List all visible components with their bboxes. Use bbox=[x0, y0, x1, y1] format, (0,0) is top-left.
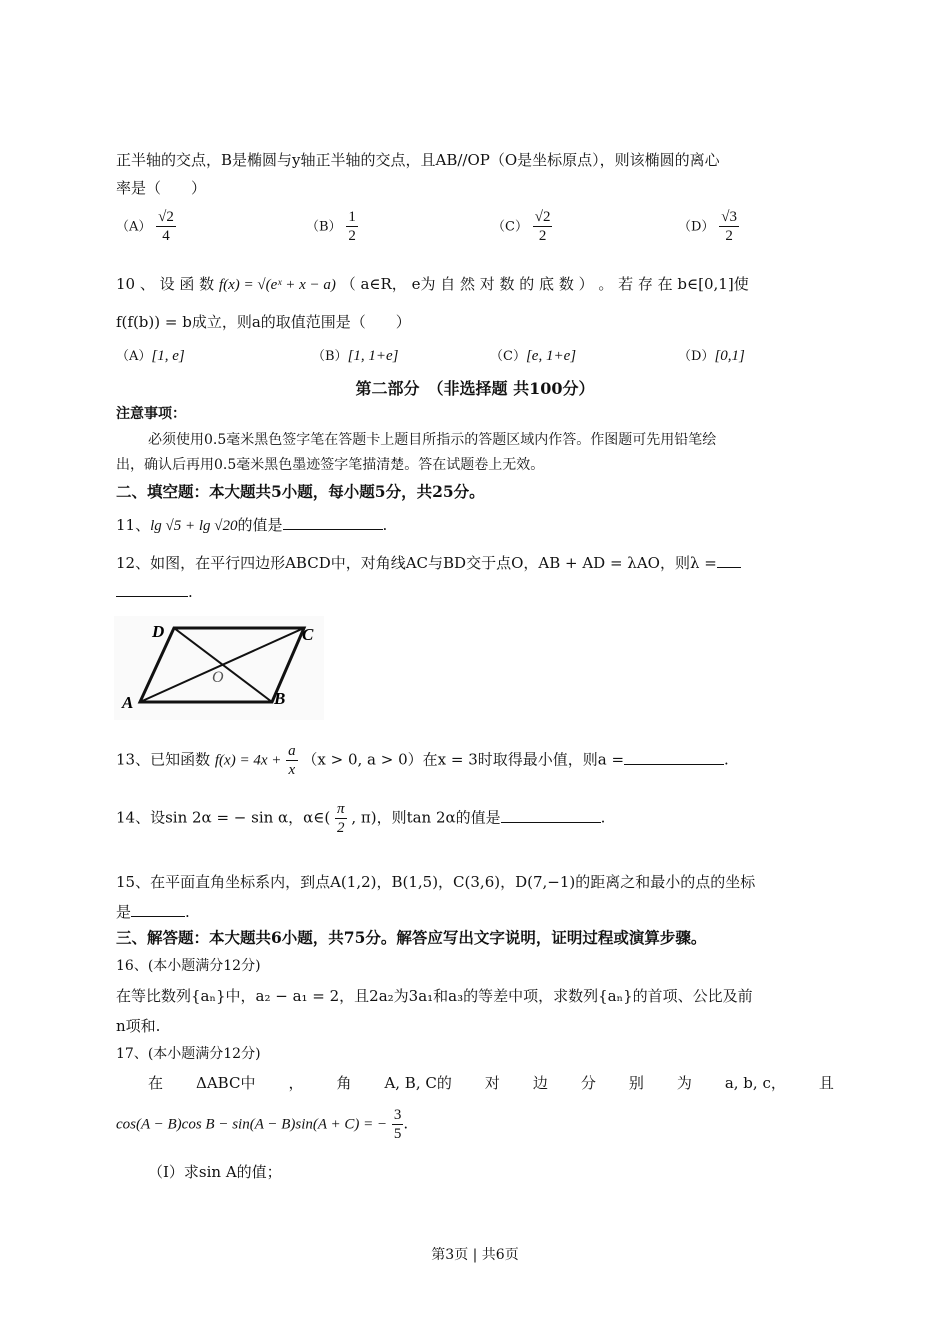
notice-line2: 出，确认后再用0.5毫米黑色墨迹签字笔描清楚。答在试题卷上无效。 bbox=[116, 457, 545, 473]
point-label-o: O bbox=[212, 669, 224, 686]
notice-line1: 必须使用0.5毫米黑色签字笔在答题卡上题目所指示的答题区域内作答。作图题可先用铅笔绘 bbox=[148, 432, 717, 448]
q12-answer-blank-b[interactable] bbox=[116, 596, 188, 597]
notice-title: 注意事项： bbox=[116, 406, 186, 422]
q9-line2: 率是（ ） bbox=[116, 179, 207, 197]
q17-equation: cos(A − B)cos B − sin(A − B)sin(A + C) = − $\frac{3}{5}$ . bbox=[116, 1107, 409, 1142]
part2-title: 第二部分 （非选择题 共100分） bbox=[355, 379, 595, 398]
q15-line1: 15、在平面直角坐标系内，到点A(1,2)，B(1,5)，C(3,6)，D(7,−1)的距离之和最小的点的坐标 bbox=[116, 873, 756, 891]
q10-option-b: （B）[1, 1+e] bbox=[312, 348, 399, 364]
q15-answer-blank[interactable] bbox=[131, 916, 185, 917]
q16-title: 16、(本小题满分12分) bbox=[116, 958, 261, 974]
q10-option-d: （D）[0,1] bbox=[678, 348, 745, 364]
point-label-d: D bbox=[152, 622, 165, 641]
q9-line1: 正半轴的交点，B是椭圆与y轴正半轴的交点，且AB//OP（O是坐标原点），则该椭圆的离心 bbox=[116, 151, 720, 169]
q12-answer-blank-a[interactable] bbox=[717, 567, 741, 568]
q13: 13、已知函数 f(x) = 4x + $\frac{a}{x}$ （x > 0, a > 0）在x = 3时取得最小值，则a = . bbox=[116, 743, 729, 778]
q13-answer-blank[interactable] bbox=[624, 764, 724, 765]
q9-option-b: （B） $\frac{1}{2}$ bbox=[306, 209, 356, 244]
q12-line2: . bbox=[116, 582, 193, 602]
q10-line2: f(f(b)) = b成立，则a的取值范围是（ ） bbox=[116, 313, 411, 331]
q9-option-d: （D） $\frac{√3}{2}$ bbox=[678, 209, 737, 244]
point-label-a: A bbox=[122, 693, 134, 712]
q15-line2: 是 . bbox=[116, 903, 190, 921]
q9-option-a: （A） $\frac{√2}{4}$ bbox=[116, 209, 174, 244]
q9-option-c: （C） $\frac{√2}{2}$ bbox=[492, 209, 551, 244]
q17-line1: 在 ΔABC中 ， 角 A, B, C的 对 边 分 别 为 a, b, c， 且 bbox=[148, 1074, 834, 1092]
q11: 11、lg √5 + lg √20的值是 . bbox=[116, 516, 388, 534]
q14: 14、设sin 2α = − sin α，α∈( $\frac{\pi}{2}$ , π)，则tan 2α的值是 . bbox=[116, 801, 606, 836]
q17-title: 17、(本小题满分12分) bbox=[116, 1046, 261, 1062]
q10-line1: 10 、 设 函 数 f(x) = √(eˣ + x − a) （ a∈R， e为 自 然 对 数 的 底 数 ） 。 若 存 在 b∈[0,1]使 bbox=[116, 275, 749, 293]
point-label-c: C bbox=[302, 625, 314, 644]
q16-line1: 在等比数列{aₙ}中，a₂ − a₁ = 2，且2a₂为3a₁和a₃的等差中项，求数列{aₙ}的首项、公比及前 bbox=[116, 987, 753, 1005]
point-label-b: B bbox=[274, 689, 286, 708]
q10-option-a: （A）[1, e] bbox=[116, 348, 185, 364]
q10-option-c: （C）[e, 1+e] bbox=[490, 348, 577, 364]
section3-title: 三、解答题：本大题共6小题，共75分。解答应写出文字说明，证明过程或演算步骤。 bbox=[116, 928, 707, 947]
q17-part1: （Ⅰ）求sin A的值； bbox=[148, 1163, 282, 1181]
section2-title: 二、填空题：本大题共5小题，每小题5分，共25分。 bbox=[116, 482, 485, 501]
q16-line2: n项和. bbox=[116, 1017, 161, 1035]
q14-answer-blank[interactable] bbox=[501, 822, 601, 823]
parallelogram-figure bbox=[114, 616, 324, 720]
q12-line1: 12、如图，在平行四边形ABCD中，对角线AC与BD交于点O，AB + AD = λAO，则λ = bbox=[116, 553, 741, 573]
q11-answer-blank[interactable] bbox=[283, 529, 383, 530]
page-footer: 第3页 | 共6页 bbox=[431, 1247, 519, 1263]
